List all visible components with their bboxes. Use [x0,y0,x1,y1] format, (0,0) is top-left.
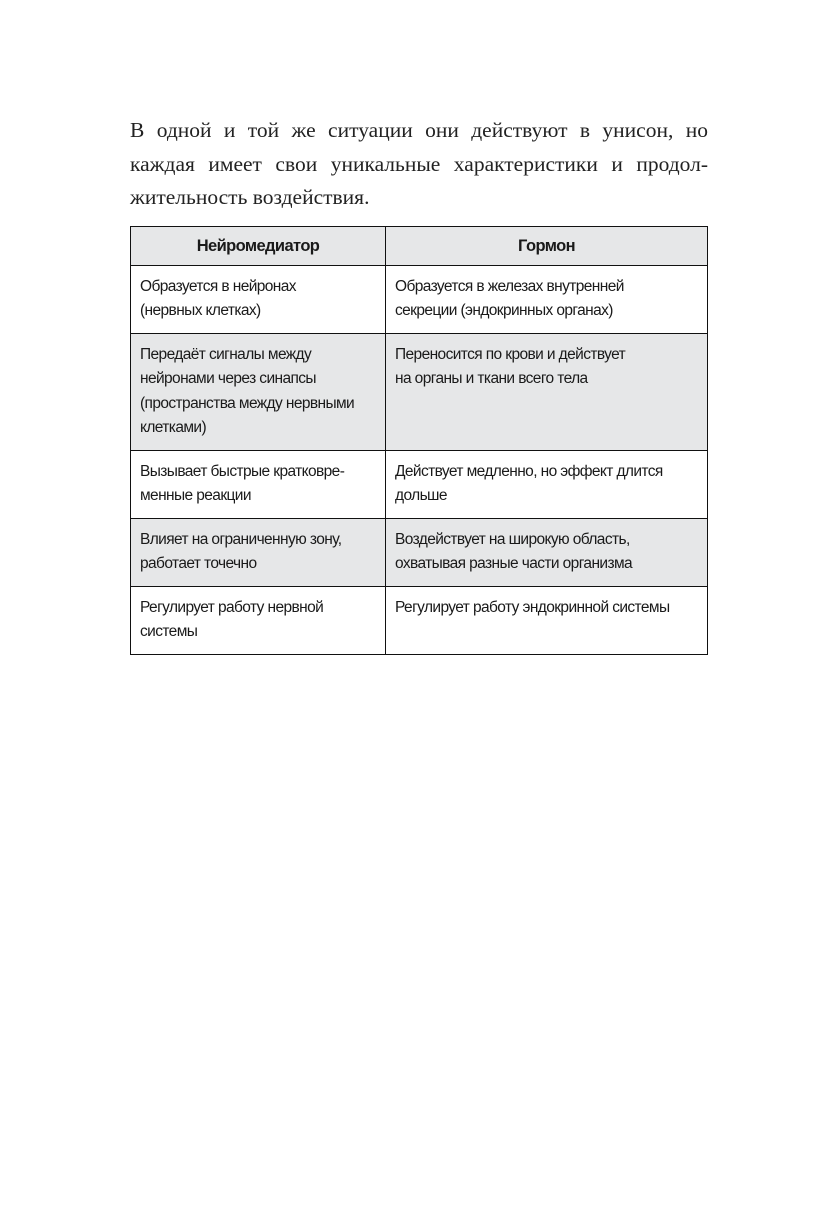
comparison-table [130,226,708,655]
cell-neurotransmitter [131,265,386,333]
cell-line: работает точечно [140,555,257,572]
cell-hormone [386,265,708,333]
table-row [131,265,708,333]
cell-line: (пространства между нервными [140,394,355,412]
table-row [131,333,708,450]
cell-line: Действует медленно, но эффект длится [395,462,663,480]
cell-line: менные реакции [140,487,251,504]
cell-hormone [386,450,708,518]
table-row [131,586,708,654]
cell-neurotransmitter [131,518,386,586]
cell-hormone [386,586,708,654]
cell-neurotransmitter [131,586,386,654]
cell-line: секреции (эндокринных органах) [395,302,613,319]
body-paragraph [130,114,708,215]
paragraph-line: каждая имеет свои уникальные характеристики и продол- [130,151,708,176]
cell-line: Воздействует на широкую область, [395,530,630,548]
paragraph-line: жительность воздействия. [130,185,370,209]
cell-line: Влияет на ограниченную зону, [140,530,342,548]
cell-line: Передаёт сигналы между [140,345,312,363]
table-row [131,450,708,518]
cell-line: Регулирует работу нервной [140,598,324,616]
cell-line: охватывая разные части организма [395,555,633,572]
cell-line: дольше [395,487,447,504]
cell-hormone [386,333,708,450]
cell-line: клетками) [140,419,207,436]
cell-line: Вызывает быстрые кратковре- [140,462,345,480]
cell-line: Переносится по крови и действует [395,345,626,363]
header-neurotransmitter: Нейромедиатор [131,227,386,266]
paragraph-line: В одной и той же ситуации они действуют в унисон, но [130,118,708,142]
cell-line: системы [140,623,198,640]
table-row [131,518,708,586]
cell-line: Образуется в нейронах [140,277,296,295]
cell-line: на органы и ткани всего тела [395,370,588,387]
cell-line: (нервных клетках) [140,302,261,319]
table-header-row [131,227,708,266]
cell-neurotransmitter [131,333,386,450]
cell-neurotransmitter [131,450,386,518]
cell-line: Образуется в железах внутренней [395,277,624,295]
cell-line: нейронами через синапсы [140,370,316,387]
cell-hormone [386,518,708,586]
cell-line: Регулирует работу эндокринной системы [395,598,670,616]
header-hormone: Гормон [386,227,708,266]
